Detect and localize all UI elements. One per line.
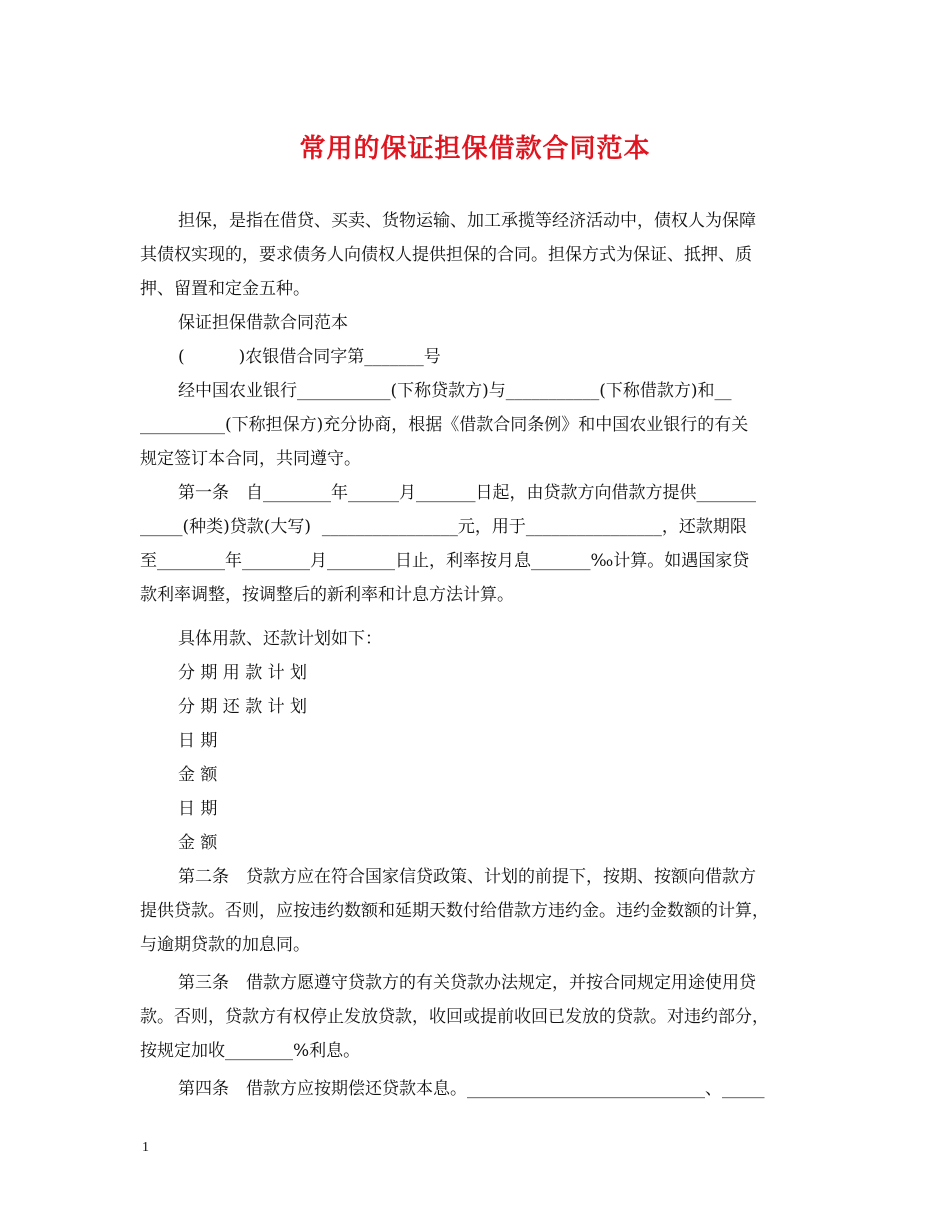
paragraph-line: 经中国农业银行___________(下称贷款方)与___________(下称借款方)和__ xyxy=(178,381,732,401)
paragraph-line: _____(种类)贷款(大写) ________________元，用于________________，还款期限 xyxy=(140,517,747,537)
plan-label: 日 期 xyxy=(178,731,218,751)
plan-label: 日 期 xyxy=(178,799,218,819)
paragraph-line: 提供贷款。否则，应按违约数额和延期天数付给借款方违约金。违约金数额的计算， xyxy=(140,901,769,921)
paragraph-line: 具体用款、还款计划如下： xyxy=(178,629,382,649)
paragraph-line: 与逾期贷款的加息同。 xyxy=(140,935,310,955)
article-line: 第三条 借款方愿遵守贷款方的有关贷款办法规定，并按合同规定用途使用贷 xyxy=(178,973,756,993)
paragraph-line: 按规定加收________%利息。 xyxy=(140,1041,361,1061)
article-line: 第二条 贷款方应在符合国家信贷政策、计划的前提下，按期、按额向借款方 xyxy=(178,867,756,887)
plan-label: 金 额 xyxy=(178,833,218,853)
paragraph-line: 担保，是指在借贷、买卖、货物运输、加工承揽等经济活动中，债权人为保障 xyxy=(178,211,756,231)
paragraph-line: 规定签订本合同，共同遵守。 xyxy=(140,449,361,469)
plan-label: 金 额 xyxy=(178,765,218,785)
paragraph-line: 其债权实现的，要求债务人向债权人提供担保的合同。担保方式为保证、抵押、质 xyxy=(140,245,752,265)
document-title: 常用的保证担保借款合同范本 xyxy=(299,134,651,164)
plan-label: 分 期 用 款 计 划 xyxy=(178,663,308,683)
paragraph-line: 款利率调整，按调整后的新利率和计息方法计算。 xyxy=(140,585,514,605)
plan-label: 分 期 还 款 计 划 xyxy=(178,697,308,717)
article-line: 第一条 自________年______月_______日起，由贷款方向借款方提供_______ xyxy=(178,483,756,503)
paragraph-line: 款。否则，贷款方有权停止发放贷款，收回或提前收回已发放的贷款。对违约部分， xyxy=(140,1007,769,1027)
paragraph-line: 至________年________月________日止，利率按月息_______‰计算。如遇国家贷 xyxy=(140,551,750,571)
paragraph-line: __________(下称担保方)充分协商，根据《借款合同条例》和中国农业银行的有关 xyxy=(140,415,749,435)
paragraph-line: 押、留置和定金五种。 xyxy=(140,279,310,299)
paragraph-line: 保证担保借款合同范本 xyxy=(178,313,348,333)
contract-number-line: ( )农银借合同字第_______号 xyxy=(178,347,441,367)
article-line: 第四条 借款方应按期偿还贷款本息。____________________________、_____ xyxy=(178,1079,765,1099)
page-number: 1 xyxy=(142,1140,149,1155)
